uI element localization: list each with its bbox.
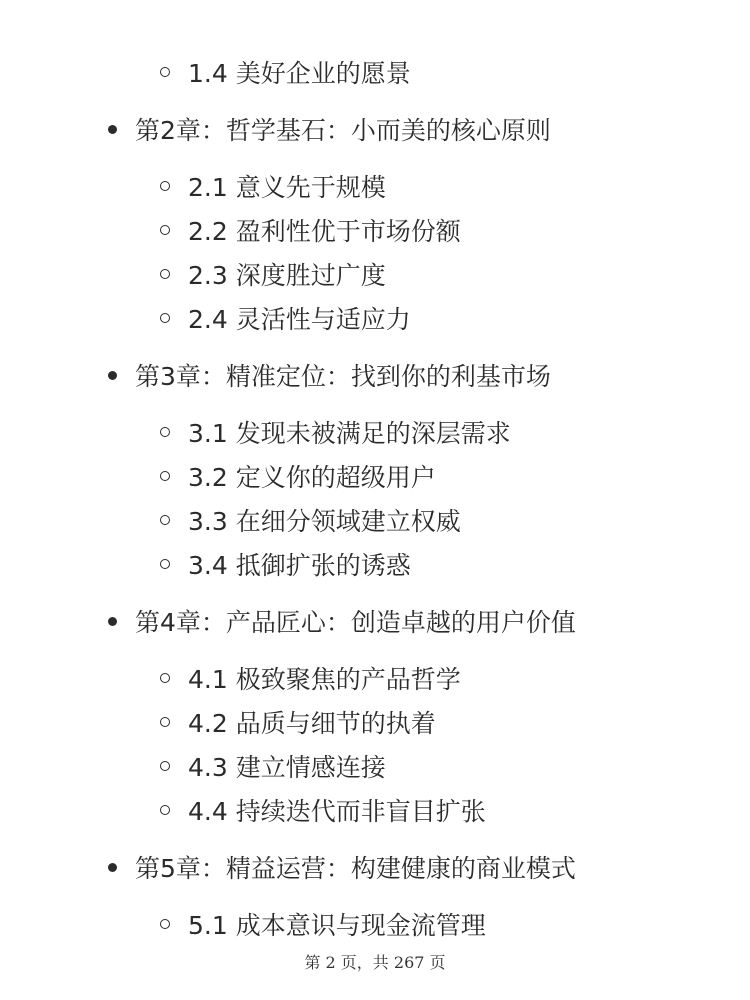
hollow-bullet-icon	[160, 673, 170, 683]
hollow-bullet-icon	[160, 919, 170, 929]
toc-section-label: 5.1 成本意识与现金流管理	[188, 911, 486, 940]
hollow-bullet-icon	[160, 313, 170, 323]
hollow-bullet-icon	[160, 225, 170, 235]
toc-section-4-3[interactable]	[160, 748, 386, 784]
toc-section-3-3[interactable]	[160, 502, 461, 538]
toc-chapter-2[interactable]	[108, 111, 551, 147]
toc-chapter-4[interactable]	[108, 603, 576, 639]
hollow-bullet-icon	[160, 761, 170, 771]
toc-section-4-1[interactable]	[160, 660, 461, 696]
toc-chapter-label: 第5章：精益运营：构建健康的商业模式	[135, 854, 576, 883]
toc-section-4-2[interactable]	[160, 704, 436, 740]
toc-section-2-4[interactable]	[160, 300, 411, 336]
toc-section-label: 4.1 极致聚焦的产品哲学	[188, 665, 461, 694]
toc-chapter-label: 第2章：哲学基石：小而美的核心原则	[135, 116, 551, 145]
filled-bullet-icon	[108, 371, 117, 380]
toc-section-2-2[interactable]	[160, 212, 461, 248]
filled-bullet-icon	[108, 617, 117, 626]
toc-section-label: 3.2 定义你的超级用户	[188, 463, 436, 492]
toc-chapter-label: 第3章：精准定位：找到你的利基市场	[135, 362, 551, 391]
toc-section-label: 2.2 盈利性优于市场份额	[188, 217, 461, 246]
toc-section-3-4[interactable]	[160, 546, 411, 582]
toc-section-label: 3.4 抵御扩张的诱惑	[188, 551, 411, 580]
toc-chapter-label: 第4章：产品匠心：创造卓越的用户价值	[135, 608, 576, 637]
toc-section-label: 2.1 意义先于规模	[188, 173, 386, 202]
toc-section-5-1[interactable]	[160, 906, 486, 942]
toc-section-label: 1.4 美好企业的愿景	[188, 59, 411, 88]
toc-section-2-3[interactable]	[160, 256, 386, 292]
toc-section-1-4[interactable]	[160, 54, 411, 90]
toc-section-label: 3.1 发现未被满足的深层需求	[188, 419, 511, 448]
hollow-bullet-icon	[160, 717, 170, 727]
toc-section-3-2[interactable]	[160, 458, 436, 494]
hollow-bullet-icon	[160, 559, 170, 569]
hollow-bullet-icon	[160, 805, 170, 815]
toc-section-label: 2.4 灵活性与适应力	[188, 305, 411, 334]
toc-section-label: 4.2 品质与细节的执着	[188, 709, 436, 738]
filled-bullet-icon	[108, 863, 117, 872]
toc-section-label: 3.3 在细分领域建立权威	[188, 507, 461, 536]
toc-section-label: 4.3 建立情感连接	[188, 753, 386, 782]
toc-chapter-5[interactable]	[108, 849, 576, 885]
toc-chapter-3[interactable]	[108, 357, 551, 393]
filled-bullet-icon	[108, 125, 117, 134]
hollow-bullet-icon	[160, 181, 170, 191]
toc-section-3-1[interactable]	[160, 414, 511, 450]
toc-section-2-1[interactable]	[160, 168, 386, 204]
hollow-bullet-icon	[160, 269, 170, 279]
hollow-bullet-icon	[160, 67, 170, 77]
toc-section-4-4[interactable]	[160, 792, 486, 828]
hollow-bullet-icon	[160, 515, 170, 525]
toc-section-label: 4.4 持续迭代而非盲目扩张	[188, 797, 486, 826]
page-indicator: 第 2 页，共 267 页	[304, 953, 446, 972]
hollow-bullet-icon	[160, 427, 170, 437]
toc-section-label: 2.3 深度胜过广度	[188, 261, 386, 290]
hollow-bullet-icon	[160, 471, 170, 481]
